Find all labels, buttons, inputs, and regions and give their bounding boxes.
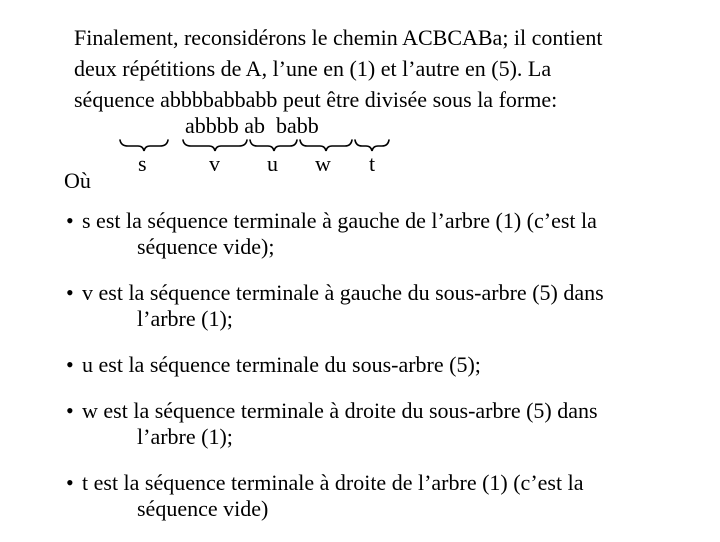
intro-line-3: séquence abbbbabbabb peut être divisée sous la forme: — [74, 87, 558, 112]
label-s: s — [138, 151, 147, 176]
bullet-icon: • — [66, 352, 74, 377]
bullet-item-w — [66, 398, 706, 450]
ou-label: Où — [64, 168, 91, 193]
bullet-continuation: l’arbre (1); — [137, 424, 233, 449]
bullet-icon: • — [66, 280, 74, 305]
bullet-icon: • — [66, 470, 74, 495]
bullet-icon: • — [66, 208, 74, 233]
brace-s — [120, 140, 168, 151]
underbraces — [0, 0, 720, 200]
bullet-item-v — [66, 280, 706, 332]
brace-w — [300, 140, 352, 151]
bullet-text: t est la séquence terminale à droite de l’arbre (1) (c’est la — [82, 470, 584, 495]
label-v: v — [209, 151, 220, 176]
bullet-icon: • — [66, 398, 74, 423]
intro-line-1: Finalement, reconsidérons le chemin ACBCABa; il contient — [74, 25, 603, 50]
bullet-text: v est la séquence terminale à gauche du sous-arbre (5) dans — [82, 280, 604, 305]
label-u: u — [267, 151, 278, 176]
label-t: t — [369, 151, 376, 176]
bullet-item-s — [66, 208, 706, 260]
bullet-item-u — [66, 352, 706, 378]
bullet-continuation: séquence vide); — [137, 234, 275, 259]
bullet-text: s est la séquence terminale à gauche de l’arbre (1) (c’est la — [82, 208, 597, 233]
label-w: w — [315, 151, 331, 176]
bullet-list — [66, 208, 706, 542]
bullet-text: w est la séquence terminale à droite du sous-arbre (5) dans — [82, 398, 598, 423]
brace-u — [250, 140, 297, 151]
brace-v — [183, 140, 247, 151]
intro-line-2: deux répétitions de A, l’une en (1) et l’autre en (5). La — [74, 56, 552, 81]
bullet-continuation: l’arbre (1); — [137, 306, 233, 331]
bullet-item-t — [66, 470, 706, 522]
divided-sequence: abbbb ab babb — [185, 113, 319, 138]
brace-t — [355, 140, 389, 151]
bullet-text: u est la séquence terminale du sous-arbre (5); — [82, 352, 481, 377]
bullet-continuation: séquence vide) — [137, 496, 269, 521]
